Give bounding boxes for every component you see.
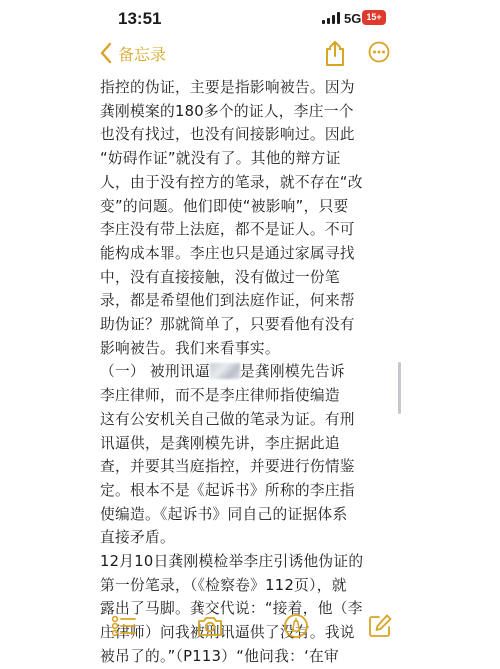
note-line: 这有公安机关自己做的笔录为证。有刑 — [100, 410, 355, 428]
note-line: 第一份笔录，（《检察卷》112页），就 — [100, 576, 347, 594]
pen-markup-icon[interactable] — [282, 612, 310, 640]
note-line: 也没有找过，也没有间接影响过。因此 — [100, 126, 355, 144]
back-button[interactable] — [100, 40, 166, 66]
note-line: 能构成本罪。李庄也只是通过家属寻找 — [100, 244, 355, 262]
redacted-blur — [210, 363, 240, 379]
note-line — [100, 360, 400, 384]
compose-icon[interactable] — [366, 612, 394, 640]
bottom-toolbar — [0, 606, 500, 648]
status-time: 13:51 — [118, 9, 162, 28]
network-type: 5G — [344, 11, 362, 26]
note-line: 变”的问题。他们即使“被影响”，只要 — [100, 197, 349, 215]
note-body[interactable] — [100, 76, 400, 669]
note-line: “妨碍作证”就没有了。其他的辩方证 — [100, 150, 341, 168]
note-line: 中，没有直接接触，没有做过一份笔 — [100, 268, 340, 286]
share-icon[interactable] — [323, 39, 347, 67]
note-line: 露出了马脚。龚交代说：“接着，他（李 — [100, 600, 363, 618]
note-line: 讯逼供，是龚刚模先讲，李庄据此追 — [100, 434, 340, 452]
note-line: 定。根本不是《起诉书》所称的李庄指 — [100, 481, 355, 499]
note-line: 录，都是希望他们到法庭作证，何来帮 — [100, 292, 355, 310]
note-line: 查，并要其当庭指控，并要进行伤情鉴 — [100, 458, 355, 476]
checklist-icon[interactable] — [110, 612, 138, 640]
camera-icon[interactable] — [196, 612, 224, 640]
note-line: 直接矛盾。 — [100, 529, 175, 547]
more-icon[interactable] — [368, 41, 390, 63]
nav-bar — [0, 38, 500, 70]
note-line: 指控的伪证，主要是指影响被告。因为 — [100, 79, 355, 96]
note-line: 助伪证？那就简单了，只要看他有没有 — [100, 316, 355, 334]
status-bar — [0, 0, 500, 38]
note-line: 龚刚模案的180多个的证人，李庄一个 — [100, 102, 354, 120]
note-line: 李庄没有带上法庭，都不是证人。不可 — [100, 221, 355, 239]
note-line: 庄律师）问我被刑讯逼供了没有。我说 — [100, 624, 355, 642]
note-line: 12月10日龚刚模检举李庄引诱他伪证的 — [100, 553, 364, 571]
chevron-left-icon — [100, 42, 112, 64]
note-line: 使编造。《起诉书》同自己的证据体系 — [100, 505, 348, 523]
scrollbar[interactable] — [398, 362, 401, 414]
section-heading-start: （一） 被刑讯逼 — [100, 363, 210, 381]
note-line: 被吊了的。”（P113）“他问我：‘在审 — [100, 647, 340, 665]
cellular-signal-icon — [322, 12, 340, 24]
note-line: 人，由于没有控方的笔录，就不存在“改 — [100, 173, 363, 191]
note-paragraph — [100, 360, 400, 550]
back-label: 备忘录 — [118, 44, 167, 64]
battery-icon: 15+ — [362, 10, 386, 25]
note-line: 李庄律师，而不是李庄律师指使编造 — [100, 387, 340, 405]
note-paragraph — [100, 76, 400, 360]
note-line: 影响被告。我们来看事实。 — [100, 339, 280, 357]
section-heading-end: 是龚刚模先告诉 — [239, 363, 345, 381]
